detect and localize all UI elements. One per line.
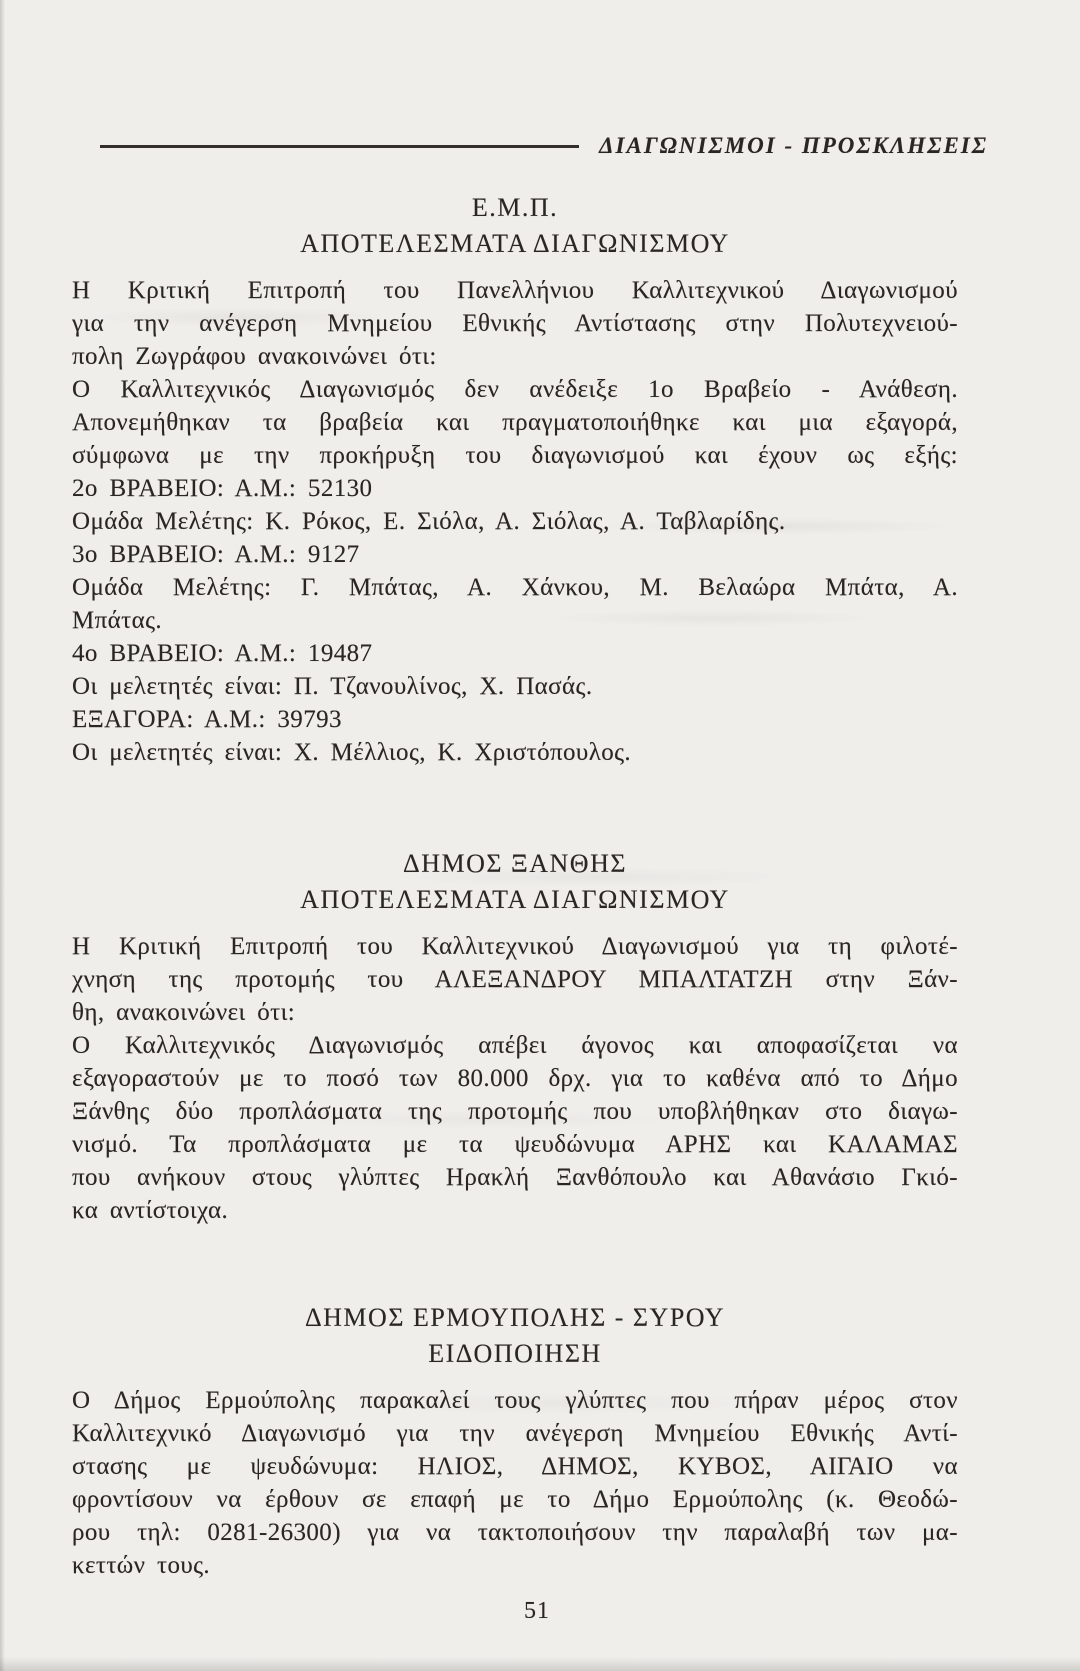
text-line: νισμό. Τα προπλάσματα με τα ψευδώνυμα ΑΡΗΣ και ΚΑΛΑΜΑΣ — [72, 1131, 958, 1158]
section-title-line: ΕΙΔΟΠΟΙΗΣΗ — [428, 1339, 602, 1368]
section-emp — [72, 190, 958, 769]
text-line: Μπάτας. — [72, 607, 163, 634]
text-line: κα αντίστοιχα. — [72, 1197, 229, 1224]
text-line: στασης με ψευδώνυμα: ΗΛΙΟΣ, ΔΗΜΟΣ, ΚΥΒΟΣ, ΑΙΓΑΙΟ να — [72, 1453, 958, 1480]
text-line: ρου τηλ: 0281-26300) για να τακτοποιήσουν την παραλαβή των μα- — [72, 1519, 958, 1546]
header-rule — [100, 145, 579, 148]
text-line: Η Κριτική Επιτροπή του Καλλιτεχνικού Διαγωνισμού για τη φιλοτέ- — [72, 933, 958, 960]
text-line: 2ο ΒΡΑΒΕΙΟ: Α.Μ.: 52130 — [72, 475, 373, 502]
section-ermoupoli — [72, 1300, 958, 1582]
section-emp-body — [72, 274, 958, 769]
text-line: ΕΞΑΓΟΡΑ: Α.Μ.: 39793 — [72, 706, 342, 733]
text-line: πολη Ζωγράφου ανακοινώνει ότι: — [72, 343, 437, 370]
section-ermoupoli-title — [72, 1300, 958, 1372]
section-xanthi — [72, 846, 958, 1227]
text-line: κεττών τους. — [72, 1552, 211, 1579]
text-line: Η Κριτική Επιτροπή του Πανελλήνιου Καλλιτεχνικού Διαγωνισμού — [72, 277, 958, 304]
text-line: 3ο ΒΡΑΒΕΙΟ: Α.Μ.: 9127 — [72, 541, 360, 568]
section-emp-title — [72, 190, 958, 262]
section-title-line: Ε.Μ.Π. — [471, 193, 559, 222]
section-title-line: ΔΗΜΟΣ ΞΑΝΘΗΣ — [403, 849, 627, 878]
running-header — [100, 133, 988, 159]
text-line: Καλλιτεχνικό Διαγωνισμό για την ανέγερση Μνημείου Εθνικής Αντί- — [72, 1420, 958, 1447]
text-line: Οι μελετητές είναι: Π. Τζανουλίνος, Χ. Πασάς. — [72, 673, 593, 700]
text-line: Ο Καλλιτεχνικός Διαγωνισμός απέβει άγονος και αποφασίζεται να — [72, 1032, 958, 1059]
text-line: χνηση της προτομής του ΑΛΕΞΑΝΔΡΟΥ ΜΠΑΛΤΑΤΖΗ στην Ξάν- — [72, 966, 958, 993]
section-xanthi-title — [72, 846, 958, 918]
text-line: Ομάδα Μελέτης: Γ. Μπάτας, Α. Χάνκου, Μ. Βελαώρα Μπάτα, Α. — [72, 574, 958, 601]
text-line: Ο Δήμος Ερμούπολης παρακαλεί τους γλύπτες που πήραν μέρος στον — [72, 1387, 958, 1414]
text-line: Ομάδα Μελέτης: Κ. Ρόκος, Ε. Σιόλα, Α. Σιόλας, Α. Ταβλαρίδης. — [72, 508, 786, 535]
text-line: Ο Καλλιτεχνικός Διαγωνισμός δεν ανέδειξε 1ο Βραβείο - Ανάθεση. — [72, 376, 958, 403]
text-line: Ξάνθης δύο προπλάσματα της προτομής που υποβλήθηκαν στο διαγω- — [72, 1098, 958, 1125]
text-line: 4ο ΒΡΑΒΕΙΟ: Α.Μ.: 19487 — [72, 640, 373, 667]
text-line: θη, ανακοινώνει ότι: — [72, 999, 296, 1026]
text-line: για την ανέγερση Μνημείου Εθνικής Αντίστασης στην Πολυτεχνειού- — [72, 310, 958, 337]
section-ermoupoli-body — [72, 1384, 958, 1582]
text-line: που ανήκουν στους γλύπτες Ηρακλή Ξανθόπουλο και Αθανάσιο Γκιό- — [72, 1164, 958, 1191]
text-line: Οι μελετητές είναι: Χ. Μέλλιος, Κ. Χριστόπουλος. — [72, 739, 632, 766]
text-line: φροντίσουν να έρθουν σε επαφή με το Δήμο Ερμούπολης (κ. Θεοδώ- — [72, 1486, 958, 1513]
text-line: εξαγοραστούν με το ποσό των 80.000 δρχ. για το καθένα από το Δήμο — [72, 1065, 958, 1092]
text-column — [72, 190, 958, 1626]
running-header-label: ΔΙΑΓΩΝΙΣΜΟΙ - ΠΡΟΣΚΛΗΣΕΙΣ — [599, 133, 988, 158]
text-line: σύμφωνα με την προκήρυξη του διαγωνισμού και έχουν ως εξής: — [72, 442, 958, 469]
page-number: 51 — [524, 1598, 550, 1624]
section-xanthi-body — [72, 930, 958, 1227]
text-line: Απονεμήθηκαν τα βραβεία και πραγματοποιήθηκε και μια εξαγορά, — [72, 409, 958, 436]
section-title-line: ΔΗΜΟΣ ΕΡΜΟΥΠΟΛΗΣ - ΣΥΡΟΥ — [304, 1303, 726, 1332]
section-title-line: ΑΠΟΤΕΛΕΣΜΑΤΑ ΔΙΑΓΩΝΙΣΜΟΥ — [300, 229, 730, 258]
section-title-line: ΑΠΟΤΕΛΕΣΜΑΤΑ ΔΙΑΓΩΝΙΣΜΟΥ — [300, 885, 730, 914]
